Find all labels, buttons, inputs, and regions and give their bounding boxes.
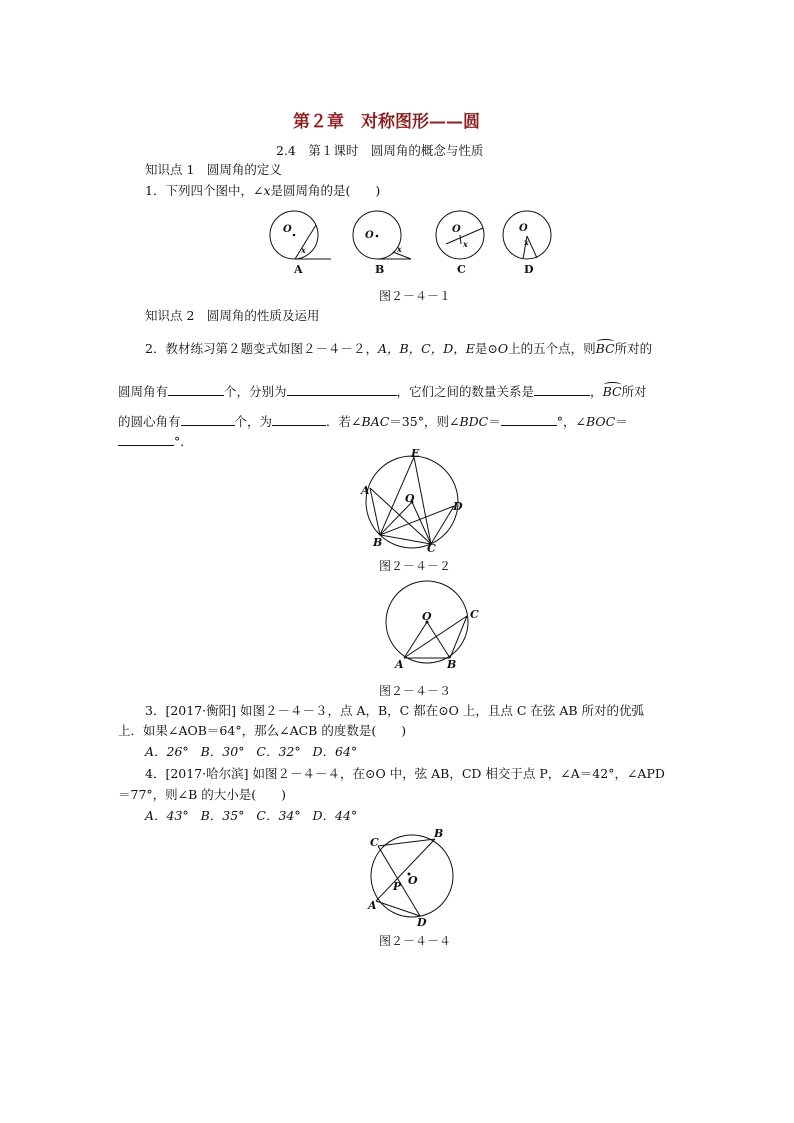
q2-l3-f: °，∠ (556, 414, 586, 429)
q2-l3-bdc: BDC (459, 414, 489, 429)
q3-option-d[interactable]: D．64° (312, 744, 358, 759)
radius-c (460, 235, 461, 244)
q2-l1-vars: A，B，C，D，E (377, 341, 475, 356)
angle-label-c: x (463, 239, 468, 249)
q2-l3-a: 的圆心角有 (118, 414, 181, 429)
answer-blank-1[interactable] (168, 383, 224, 396)
answer-blank-2[interactable] (287, 383, 397, 396)
q4-option-d[interactable]: D．44° (312, 808, 358, 823)
figure-caption-2-4-1: 图２－４－１ (379, 289, 452, 303)
q2-l1-c: 上的五个点，则 (508, 341, 596, 356)
center-label-c: O (452, 224, 461, 235)
angle-label-b: x (397, 244, 402, 254)
question-2-line-2 (118, 383, 647, 400)
point-label-e: E (411, 447, 420, 460)
q2-l2-c: ，它们之间的数量关系是 (396, 384, 535, 399)
angle-label-d: x (524, 237, 529, 247)
point-label-p: P (393, 880, 402, 893)
center-dot-b (376, 235, 379, 238)
question-4-line-1: 4．[2017·哈尔滨] 如图２－４－４，在⊙O 中，弦 AB，CD 相交于点 P，∠A＝42°，∠APD (145, 766, 665, 781)
figure-2-4-2 (356, 446, 468, 556)
question-1 (145, 183, 380, 199)
q4-option-c[interactable]: C．34° (256, 808, 301, 823)
figure-2-4-4 (360, 824, 460, 930)
point-label-o: O (408, 874, 418, 887)
q2-l3-boc: BOC (585, 414, 616, 429)
figure-caption-2-4-3: 图２－４－３ (379, 684, 452, 698)
q2-l3-g: ＝ (615, 414, 628, 429)
center-dot-a (293, 234, 296, 237)
segment-oa (404, 622, 427, 658)
figure-caption-2-4-4: 图２－４－４ (379, 934, 452, 948)
q3-option-b[interactable]: B．30° (200, 744, 245, 759)
knowledge-point-1: 知识点 1 圆周角的定义 (145, 162, 282, 177)
question-3-line-2: 上．如果∠AOB＝64°，那么∠ACB 的度数是( ) (118, 723, 407, 738)
point-label-a: A (361, 484, 370, 497)
segment-ob (380, 502, 412, 535)
q1-stem-a: 1．下列四个图中，∠ (145, 183, 264, 198)
point-label-b: B (447, 658, 457, 671)
segment-ad (376, 901, 420, 916)
question-2-line-4 (118, 433, 193, 450)
q2-l3-bac: BAC (361, 414, 390, 429)
q2-l1-d: 所对的 (614, 341, 653, 356)
q4-option-a[interactable]: A．43° (145, 808, 189, 823)
chapter-title: 第２章 对称图形——圆 (293, 112, 480, 132)
question-4-line-2: ＝77°，则∠B 的大小是( ) (118, 787, 287, 802)
segment-cb (378, 839, 435, 846)
knowledge-point-2: 知识点 2 圆周角的性质及运用 (145, 308, 320, 323)
segment-ba (370, 488, 380, 535)
q2-l2-d: ， (590, 384, 603, 399)
q4-option-b[interactable]: B．35° (200, 808, 245, 823)
option-label-c: C (457, 263, 466, 276)
section-subtitle: 2.4 第１课时 圆周角的概念与性质 (276, 143, 484, 158)
option-label-a: A (294, 263, 303, 276)
answer-blank-7[interactable] (118, 433, 174, 446)
segment-dc (431, 506, 454, 544)
q2-l4: °． (174, 434, 193, 449)
center-label-a: O (283, 224, 292, 235)
q2-l1-o: O (497, 341, 509, 356)
q2-l3-d: ＝35°，则∠ (389, 414, 460, 429)
q2-l2-e: 所对 (621, 384, 647, 399)
center-label-b: O (365, 230, 374, 241)
angle-label-a: x (301, 245, 306, 255)
q2-l2-b: 个，分别为 (224, 384, 287, 399)
q2-l2-a: 圆周角有 (118, 384, 169, 399)
segment-ac (404, 616, 467, 658)
answer-blank-3[interactable] (534, 383, 590, 396)
q3-option-a[interactable]: A．26° (145, 744, 189, 759)
point-label-b: B (434, 827, 444, 840)
question-4-options (145, 808, 357, 824)
line-b (393, 252, 411, 259)
answer-blank-5[interactable] (272, 413, 326, 426)
q2-l3-b: 个，为 (234, 414, 273, 429)
point-label-d: D (417, 916, 427, 929)
q1-var: x (263, 183, 271, 198)
q3-option-c[interactable]: C．32° (256, 744, 301, 759)
point-label-b: B (373, 536, 383, 549)
question-3-options (145, 744, 357, 760)
option-label-d: D (524, 263, 534, 276)
answer-blank-6[interactable] (501, 413, 557, 426)
arc-bc: BC (595, 341, 615, 356)
point-label-o: O (405, 492, 415, 505)
option-label-b: B (375, 263, 385, 276)
q2-l1-b: 是⊙ (474, 341, 498, 356)
q1-stem-b: 是圆周角的是( ) (270, 183, 381, 198)
point-label-c: C (370, 836, 379, 849)
point-label-c: C (427, 542, 436, 555)
question-2-line-1 (145, 341, 652, 357)
center-label-d: O (519, 223, 528, 234)
point-label-a: A (368, 899, 377, 912)
circle-d (503, 211, 551, 259)
answer-blank-4[interactable] (181, 413, 235, 426)
segment-oc (412, 502, 431, 544)
point-label-d: D (453, 500, 463, 513)
figure-2-4-3 (382, 580, 490, 676)
question-2-line-3 (118, 413, 628, 430)
point-label-c: C (470, 608, 479, 621)
point-label-o: O (422, 610, 432, 623)
q2-l1-a: 2．教材练习第２题变式如图２－４－２， (145, 341, 378, 356)
question-3-line-1: 3．[2017·衡阳] 如图２－４－３，点 A，B，C 都在⊙O 上，且点 C 在弦 AB 所对的优弧 (145, 703, 645, 718)
figure-2-4-1 (265, 210, 555, 280)
arc-bc-2: BC (602, 384, 622, 399)
figure-caption-2-4-2: 图２－４－２ (379, 559, 452, 573)
q2-l3-c: ．若∠ (326, 414, 362, 429)
point-label-a: A (395, 658, 404, 671)
q2-l3-e: ＝ (488, 414, 501, 429)
segment-cb (450, 616, 467, 658)
